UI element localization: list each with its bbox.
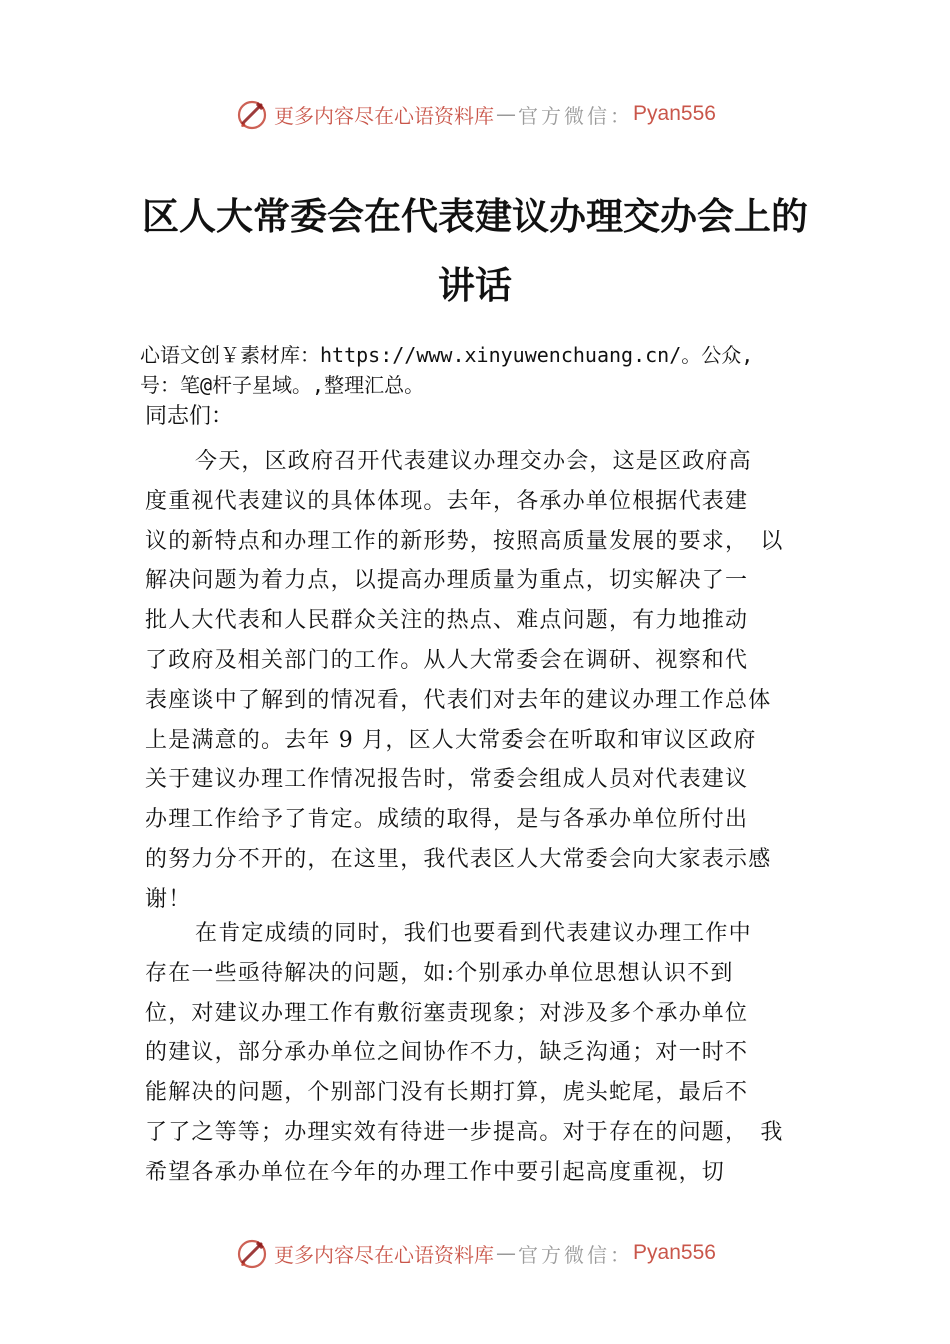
watermark-brand-text: 更多内容尽在心语资料库	[274, 103, 495, 128]
body-paragraph-2	[145, 914, 825, 1193]
source-note-line-1: 心语文创￥素材库：https://www.xinyuwenchuang.cn/。公众,	[140, 343, 754, 367]
watermark-dash: —	[496, 1241, 517, 1265]
source-note	[140, 340, 840, 400]
paragraph-line: 了了之等等；办理实效有待进一步提高。对于存在的问题， 我	[145, 1119, 784, 1145]
paragraph-line: 解决问题为着力点，以提高办理质量为重点，切实解决了一	[145, 568, 749, 594]
paragraph-line: 谢！	[145, 886, 192, 912]
paragraph-line: 上是满意的。去年 9 月，区人大常委会在听取和审议区政府	[145, 727, 757, 753]
watermark-brand-text: 更多内容尽在心语资料库	[274, 1242, 495, 1267]
watermark-official-label: 官方微信：	[518, 103, 634, 128]
document-title-line-2: 讲话	[438, 263, 512, 307]
paragraph-line: 能解决的问题，个别部门没有长期打算，虎头蛇尾，最后不	[145, 1080, 749, 1106]
paragraph-line: 存在一些亟待解决的问题，如:个别承办单位思想认识不到	[145, 960, 734, 986]
paragraph-line: 度重视代表建议的具体体现。去年，各承办单位根据代表建	[145, 488, 749, 514]
paragraph-line: 的建议，部分承办单位之间协作不力，缺乏沟通；对一时不	[145, 1040, 749, 1066]
watermark-wechat-id: Pyan556	[633, 1241, 716, 1264]
brush-pen-seal-icon	[234, 96, 270, 132]
paragraph-line: 位，对建议办理工作有敷衍塞责现象；对涉及多个承办单位	[145, 1000, 749, 1026]
paragraph-line: 议的新特点和办理工作的新形势，按照高质量发展的要求， 以	[145, 528, 784, 554]
document-title-line-1: 区人大常委会在代表建议办理交办会上的	[142, 194, 808, 238]
paragraph-line: 办理工作给予了肯定。成绩的取得，是与各承办单位所付出	[145, 807, 749, 833]
paragraph-line: 今天，区政府召开代表建议办理交办会，这是区政府高	[195, 449, 752, 474]
brush-pen-seal-icon	[234, 1235, 270, 1271]
source-note-line-2: 号：笔@杆子星域。,整理汇总。	[140, 373, 425, 397]
body-paragraph-1	[145, 442, 825, 920]
watermark-official-label: 官方微信：	[518, 1242, 634, 1267]
salutation: 同志们：	[145, 404, 234, 429]
paragraph-line: 了政府及相关部门的工作。从人大常委会在调研、视察和代	[145, 647, 749, 673]
paragraph-line: 的努力分不开的，在这里，我代表区人大常委会向大家表示感	[145, 846, 772, 872]
paragraph-line: 在肯定成绩的同时，我们也要看到代表建议办理工作中	[195, 921, 752, 946]
paragraph-line: 表座谈中了解到的情况看，代表们对去年的建议办理工作总体	[145, 687, 772, 713]
paragraph-line: 批人大代表和人民群众关注的热点、难点问题，有力地推动	[145, 608, 749, 634]
watermark-dash: —	[496, 102, 517, 126]
watermark-wechat-id: Pyan556	[633, 102, 716, 125]
header-watermark	[0, 92, 950, 136]
paragraph-line: 希望各承办单位在今年的办理工作中要引起高度重视，切	[145, 1159, 726, 1185]
footer-watermark	[0, 1231, 950, 1275]
paragraph-line: 关于建议办理工作情况报告时，常委会组成人员对代表建议	[145, 767, 749, 793]
